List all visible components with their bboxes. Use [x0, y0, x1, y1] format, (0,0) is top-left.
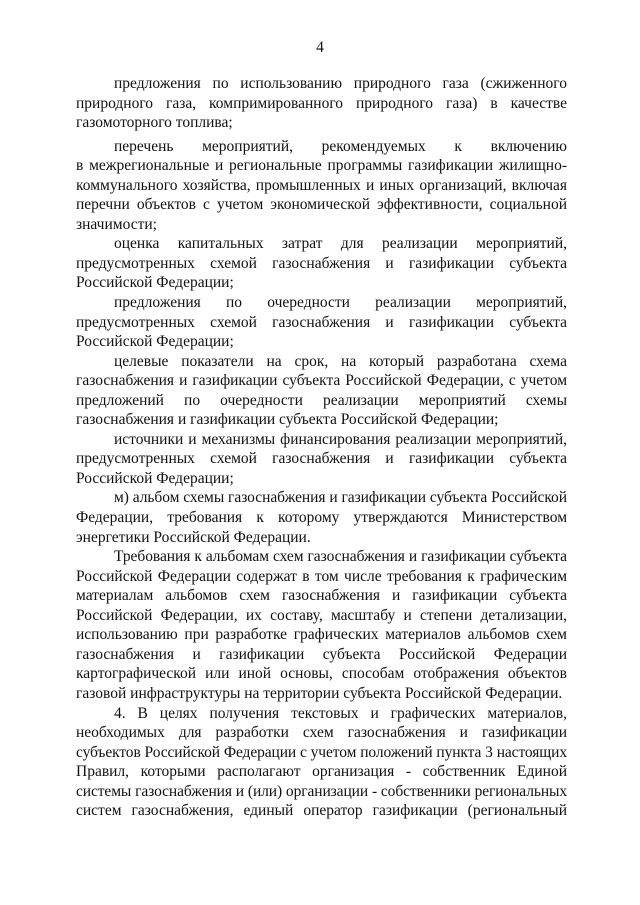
text-line: газоснабжения и газификации субъекта Российской Федерации: [76, 645, 567, 663]
text-line: Российской Федерации;: [76, 333, 234, 351]
text-line: предусмотренных схемой газоснабжения и газификации субъекта: [76, 313, 567, 331]
paragraph-target-indicators: [76, 352, 567, 430]
text-line: Российской Федерации;: [76, 274, 234, 292]
text-line: коммунального хозяйства, промышленных и иных организаций, включая: [76, 176, 567, 194]
text-line: картографической или иной основы, способам отображения объектов: [76, 665, 567, 683]
text-line: необходимых для разработки схем газоснабжения и газификации: [76, 724, 567, 742]
text-line: 4. В целях получения текстовых и графических материалов,: [114, 704, 567, 722]
text-line: использованию при разработке графических материалов альбомов схем: [76, 626, 567, 644]
text-line: природного газа, компримированного природного газа) в качестве: [76, 94, 567, 112]
text-line: Правил, которыми располагают организация - собственник Единой: [76, 763, 567, 781]
text-line: системы газоснабжения и (или) организации - собственники региональных: [76, 782, 567, 800]
text-line: предложения по использованию природного газа (сжиженного: [114, 75, 567, 92]
text-line: источники и механизмы финансирования реализации мероприятий,: [114, 430, 567, 448]
text-line: Российской Федерации содержат в том числе требования к графическим: [76, 567, 567, 585]
paragraph-priority-proposals: [76, 293, 567, 352]
text-line: энергетики Российской Федерации.: [76, 528, 311, 546]
text-line: газоснабжения и газификации субъекта Российской Федерации, с учетом: [76, 372, 567, 390]
text-line: Федерации, требования к которому утверждаются Министерством: [76, 509, 567, 527]
paragraph-funding-sources: [76, 430, 567, 489]
text-line: значимости;: [76, 215, 157, 233]
text-line: предложения по очередности реализации мероприятий,: [114, 294, 567, 312]
text-line: газоснабжения и газификации субъекта Российской Федерации;: [76, 411, 499, 429]
text-line: в межрегиональные и региональные программы газификации жилищно-: [76, 157, 567, 175]
text-line: Требования к альбомам схем газоснабжения и газификации субъекта: [114, 548, 567, 566]
text-line: перечень мероприятий, рекомендуемых к включению: [114, 137, 567, 155]
document-body: [76, 74, 567, 821]
text-line: перечни объектов с учетом экономической эффективности, социальной: [76, 196, 567, 214]
text-line: целевые показатели на срок, на который разработана схема: [114, 352, 567, 370]
text-line: Российской Федерации, их составу, масштабу и степени детализации,: [76, 606, 567, 624]
paragraph-capital-costs: [76, 234, 567, 293]
text-line: материалам альбомов схем газоснабжения и газификации субъекта: [76, 587, 567, 605]
paragraph-measures-list: [76, 137, 567, 235]
text-line: систем газоснабжения, единый оператор газификации (региональный: [76, 802, 567, 820]
text-line: предусмотренных схемой газоснабжения и газификации субъекта: [76, 254, 567, 272]
text-line: оценка капитальных затрат для реализации мероприятий,: [114, 235, 567, 253]
paragraph-item-4: [76, 704, 567, 821]
text-line: субъектов Российской Федерации с учетом положений пункта 3 настоящих: [76, 743, 567, 761]
text-line: газомоторного топлива;: [76, 114, 233, 132]
paragraph-album-requirements: [76, 547, 567, 703]
paragraph-album-item-m: [76, 488, 567, 547]
paragraph-gas-fuel-proposals: [76, 74, 567, 133]
text-line: предусмотренных схемой газоснабжения и газификации субъекта: [76, 450, 567, 468]
text-line: Российской Федерации;: [76, 469, 234, 487]
text-line: газовой инфраструктуры на территории субъекта Российской Федерации.: [76, 684, 563, 702]
page-number: 4: [316, 39, 324, 56]
text-line: м) альбом схемы газоснабжения и газификации субъекта Российской: [114, 489, 567, 507]
text-line: предложений по очередности реализации мероприятий схемы: [76, 391, 567, 409]
